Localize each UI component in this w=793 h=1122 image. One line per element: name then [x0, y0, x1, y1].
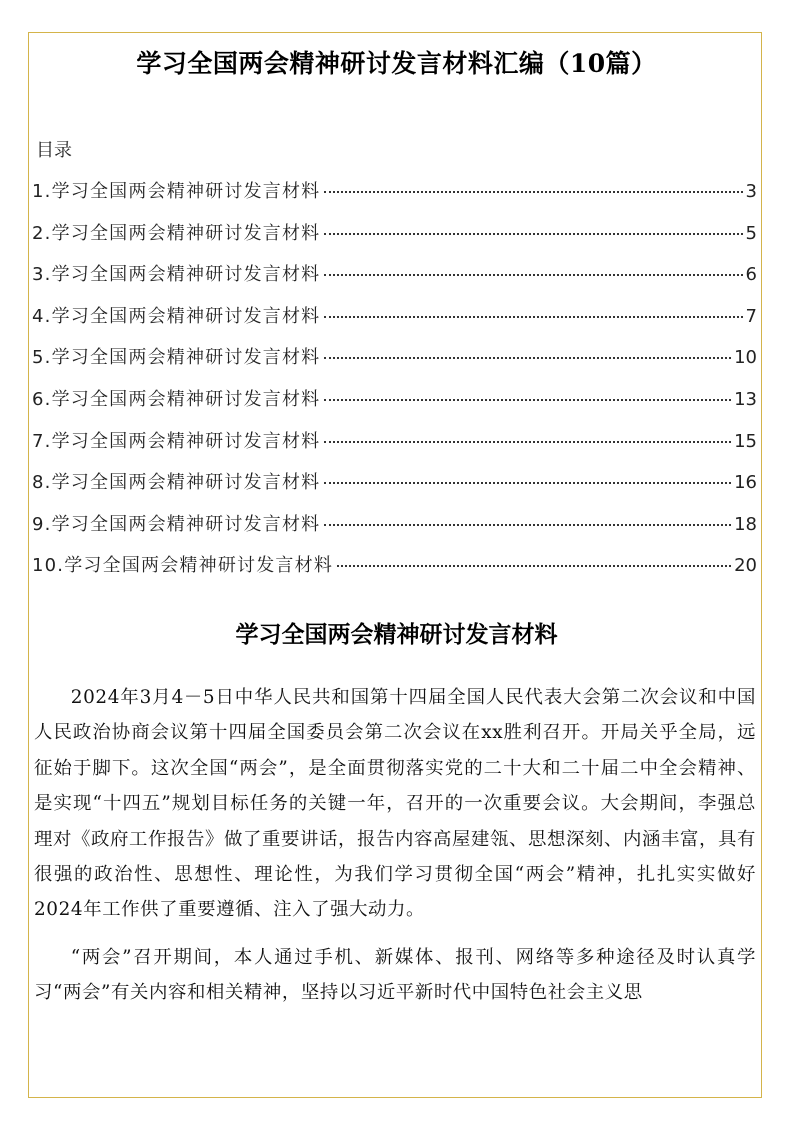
toc-entry-6[interactable]	[32, 385, 757, 427]
toc-entry-3[interactable]	[32, 260, 757, 302]
toc-leader-dots	[324, 482, 731, 484]
toc-leader-dots	[324, 357, 731, 359]
toc-entry-label: 10.学习全国两会精神研讨发言材料	[32, 555, 334, 577]
toc-leader-dots	[324, 274, 742, 276]
toc-entry-page: 3	[745, 181, 757, 202]
toc-entry-page: 16	[734, 472, 757, 494]
toc-entry-8[interactable]	[32, 468, 757, 510]
toc-leader-dots	[324, 191, 742, 193]
toc-entry-label: 1.学习全国两会精神研讨发言材料	[32, 181, 321, 202]
toc-leader-dots	[324, 441, 731, 443]
toc-entry-page: 20	[734, 555, 757, 577]
toc-entry-5[interactable]	[32, 343, 757, 385]
toc-entry-10[interactable]	[32, 551, 757, 593]
toc-entry-label: 9.学习全国两会精神研讨发言材料	[32, 513, 321, 535]
toc-entry-9[interactable]	[32, 510, 757, 552]
toc-entry-page: 5	[745, 222, 757, 244]
toc-leader-dots	[324, 399, 731, 401]
toc-leader-dots	[324, 233, 742, 235]
toc-entry-label: 4.学习全国两会精神研讨发言材料	[32, 305, 321, 327]
toc-entry-page: 10	[734, 347, 757, 369]
toc-entry-4[interactable]	[32, 302, 757, 344]
toc-entry-2[interactable]	[32, 219, 757, 261]
document-title: 学习全国两会精神研讨发言材料汇编（10篇）	[136, 49, 657, 78]
toc-entry-label: 8.学习全国两会精神研讨发言材料	[32, 472, 321, 494]
toc-leader-dots	[324, 316, 742, 318]
table-of-contents	[32, 177, 757, 593]
toc-entry-page: 18	[734, 513, 757, 535]
section-title: 学习全国两会精神研讨发言材料	[235, 622, 558, 648]
toc-heading: 目录	[36, 140, 72, 161]
body-text	[34, 680, 756, 1023]
toc-entry-7[interactable]	[32, 427, 757, 469]
toc-entry-1[interactable]	[32, 177, 757, 219]
toc-entry-label: 6.学习全国两会精神研讨发言材料	[32, 388, 321, 410]
body-paragraph-1: 2024年3月4－5日中华人民共和国第十四届全国人民代表大会第二次会议和中国人民政治协商会议第十四届全国委员会第二次会议在xx胜利召开。开局关乎全局，远征始于脚下。这次全国“两会”，是全面贯彻落实党的二十大和二十届二中全会精神、是实现“十四五”规划目标任务的关键一年，召开的一次重要会议。大会期间，李强总理对《政府工作报告》做了重要讲话，报告内容高屋建瓴、思想深刻、内涵丰富，具有很强的政治性、思想性、理论性，为我们学习贯彻全国“两会”精神，扎扎实实做好2024年工作供了重要遵循、注入了强大动力。	[34, 687, 756, 921]
toc-entry-label: 5.学习全国两会精神研讨发言材料	[32, 347, 321, 369]
toc-leader-dots	[337, 565, 731, 567]
toc-leader-dots	[324, 524, 731, 526]
toc-entry-page: 6	[745, 264, 757, 286]
body-paragraph-2: “两会”召开期间，本人通过手机、新媒体、报刊、网络等多种途径及时认真学习“两会”有关内容和相关精神，坚持以习近平新时代中国特色社会主义思	[34, 946, 756, 1004]
toc-entry-label: 3.学习全国两会精神研讨发言材料	[32, 264, 321, 286]
toc-entry-page: 7	[745, 305, 757, 327]
toc-entry-page: 13	[734, 388, 757, 410]
toc-entry-label: 7.学习全国两会精神研讨发言材料	[32, 430, 321, 452]
toc-entry-page: 15	[734, 430, 757, 452]
toc-entry-label: 2.学习全国两会精神研讨发言材料	[32, 222, 321, 244]
